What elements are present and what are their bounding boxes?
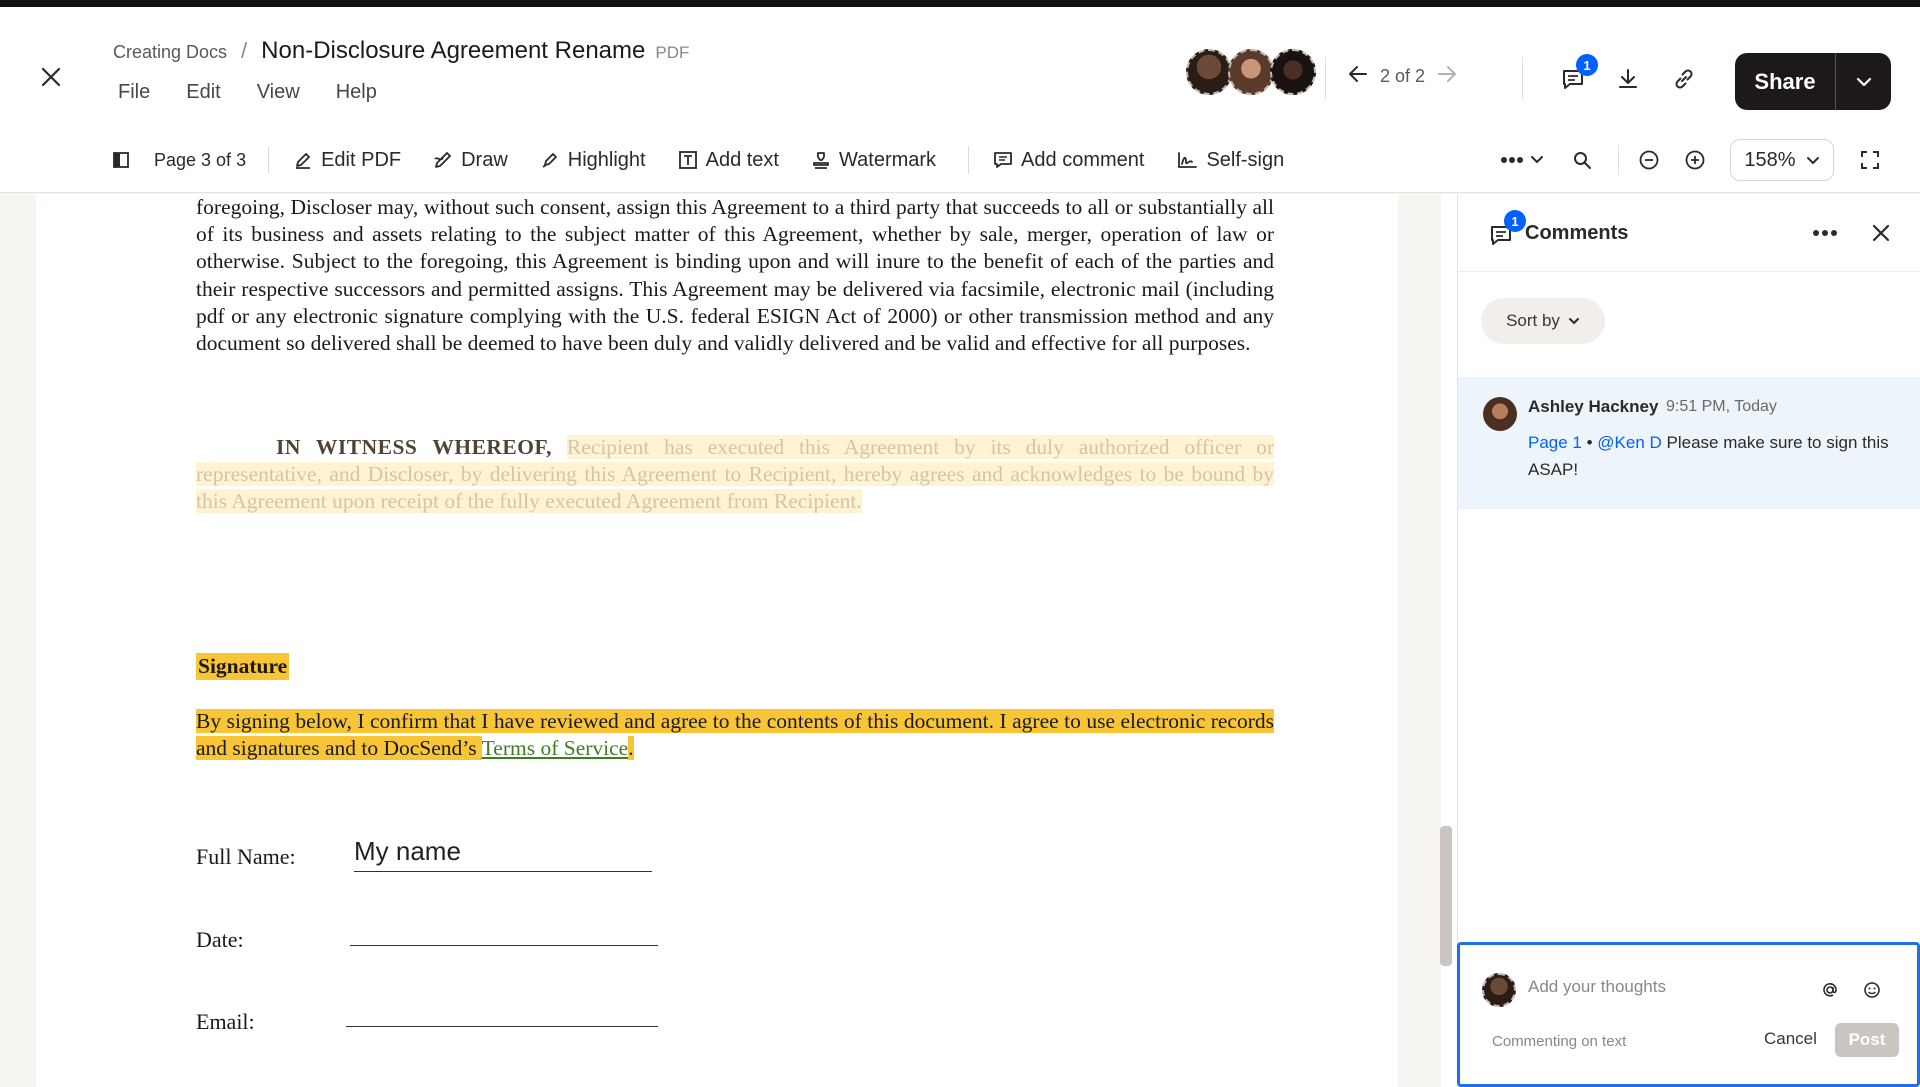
share-button-group [1735,53,1891,110]
comment-timestamp: 9:51 PM, Today [1666,398,1777,415]
full-name-label: Full Name: [196,844,296,869]
comment-page-link[interactable]: Page 1 [1528,433,1582,452]
close-comments-button[interactable] [1864,216,1898,250]
divider [1325,57,1326,99]
comment-bullet: • [1581,433,1598,452]
comment-count-badge: 1 [1576,54,1598,76]
full-name-field-line[interactable] [354,871,652,872]
search-icon [1572,150,1592,170]
highlighter-icon [540,150,560,170]
highlighted-text[interactable]: By signing below, I confirm that I have reviewed and agree to the contents of this document. I agree to use electronic records and signatures and to DocSend’s [196,709,1274,761]
app-header [0,7,1920,193]
comment-mention[interactable]: @Ken D [1597,433,1662,452]
breadcrumb-parent[interactable]: Creating Docs [113,42,228,62]
text-box-icon [678,150,698,170]
document-title[interactable]: Non-Disclosure Agreement Rename [261,37,646,64]
collaborator-avatars [1186,49,1312,95]
zoom-in-button[interactable] [1678,143,1712,177]
download-icon [1616,67,1640,91]
more-tools-button[interactable] [1498,143,1550,177]
sort-by-label: Sort by [1506,311,1560,330]
chevron-down-icon [1568,317,1580,325]
draw-button[interactable] [433,149,508,172]
breadcrumb-separator: / [241,38,248,63]
terms-period: . [628,736,634,761]
avatar [1483,397,1517,431]
avatar[interactable] [1270,49,1316,95]
fullscreen-button[interactable] [1853,143,1887,177]
watermark-button[interactable] [811,149,936,172]
watermark-label: Watermark [839,148,937,171]
highlight-label: Highlight [567,148,646,171]
highlight-button[interactable] [540,149,646,172]
zoom-out-button[interactable] [1632,143,1666,177]
link-icon [1672,67,1696,91]
document-type-label: PDF [655,43,690,62]
zoom-out-icon [1638,149,1660,171]
signature-heading: Signature [198,654,288,678]
emoji-icon [1863,981,1881,999]
email-label: Email: [196,1009,255,1034]
commenting-context: Commenting on text [1492,1033,1627,1050]
divider [968,146,969,174]
chevron-down-icon [1806,156,1820,165]
add-text-label: Add text [705,148,779,171]
terms-of-service-link[interactable]: Terms of Service [481,736,629,761]
more-dots-icon [1812,229,1838,237]
comments-title: Comments [1525,222,1629,244]
witness-lead-text: IN WITNESS WHEREOF, [276,435,553,459]
comment-input[interactable] [1528,977,1808,997]
pdf-page[interactable] [36,194,1398,1087]
menu-edit[interactable]: Edit [186,81,221,103]
breadcrumb [113,37,689,65]
draw-label: Draw [461,148,508,171]
avatar[interactable] [1228,49,1274,95]
menu-file[interactable]: File [118,81,151,103]
avatar[interactable] [1186,49,1232,95]
editing-toolbar [112,143,1316,177]
comments-panel-header [1458,194,1920,272]
date-field-line[interactable] [350,945,658,946]
sidebar-panel-icon [112,151,130,169]
signature-icon [1176,150,1198,170]
comments-more-button[interactable] [1808,216,1842,250]
close-button[interactable] [36,62,66,92]
edit-pdf-button[interactable] [293,149,401,172]
sidebar-toggle-button[interactable] [112,150,246,171]
post-button[interactable]: Post [1835,1023,1899,1057]
signature-paragraph [196,708,1274,762]
comment-author: Ashley Hackney [1528,397,1659,416]
more-dots-icon [1500,153,1548,167]
witness-paragraph[interactable] [196,434,1274,516]
close-icon [40,66,62,88]
top-strip [0,0,1920,7]
emoji-button[interactable] [1855,973,1889,1007]
zoom-in-icon [1684,149,1706,171]
comments-toggle-button[interactable] [1556,57,1591,96]
previous-button[interactable] [1348,65,1368,88]
comment-item[interactable] [1458,377,1920,509]
self-sign-label: Self-sign [1206,148,1285,171]
document-paragraph[interactable]: foregoing, Discloser may, without such consent, assign this Agreement to a third party that succeeds to all or substantially all of its business and assets relating to the subject matter of this Agreement, whether by sale, merger, operation of law or otherwise. Subject to the foregoing, this Agreement is binding upon and will inure to the benefit of each of the parties and their respective successors and permitted assigns. This Agreement may be delivered via facsimile, electronic mail (including pdf or any electronic signature complying with the U.S. federal ESIGN Act of 2000) or other transmission method and any document so delivered shall be deemed to have been duly and validly delivered and be valid and effective for all purposes. [196,195,1274,356]
date-label: Date: [196,927,244,952]
comment-composer [1457,942,1920,1087]
divider [1522,57,1523,99]
stamp-icon [811,150,831,170]
comments-header-icon-wrap [1484,213,1519,252]
menu-help[interactable]: Help [335,81,377,103]
menu-bar [118,81,377,104]
email-field-line[interactable] [346,1026,658,1027]
copy-link-button[interactable] [1667,62,1701,96]
add-text-button[interactable] [678,149,779,172]
document-viewer[interactable] [0,194,1457,1087]
full-name-value[interactable]: My name [354,836,461,866]
scrollbar-thumb[interactable] [1440,826,1452,966]
close-icon [1871,223,1891,243]
share-options-button[interactable] [1835,53,1891,110]
arrow-right-icon [1437,65,1457,83]
mention-button[interactable] [1813,973,1847,1007]
comment-text: Please make sure to sign this ASAP! [1528,433,1889,479]
share-button[interactable]: Share [1754,68,1816,94]
download-button[interactable] [1611,62,1645,96]
cancel-button[interactable]: Cancel [1764,1029,1817,1048]
chevron-down-icon [1856,77,1872,87]
edit-pdf-label: Edit PDF [321,148,402,171]
highlighted-text[interactable]: Recipient has executed this Agreement by its duly authorized officer or representative, and Discloser, by delivering this Agreement to Recipient, hereby agrees and acknowledges to be bound by this Agreement upon receipt of the fully executed Agreement from Recipient. [196,435,1274,514]
draw-icon [433,150,453,170]
page-indicator: Page 3 of 3 [154,149,247,170]
menu-view[interactable]: View [256,81,300,103]
comment-icon [993,150,1013,170]
search-button[interactable] [1565,143,1599,177]
comment-body [1528,429,1898,483]
pager-text: 2 of 2 [1380,66,1426,86]
zoom-value: 158% [1744,148,1796,171]
add-comment-button[interactable] [993,149,1144,172]
avatar [1482,973,1516,1007]
arrow-left-icon [1348,65,1368,83]
pencil-icon [293,150,313,170]
at-sign-icon [1821,981,1839,999]
comment-count-badge: 1 [1504,210,1526,232]
divider [268,146,269,174]
zoom-select[interactable] [1730,139,1834,181]
fullscreen-icon [1860,150,1880,170]
sort-by-button[interactable] [1481,298,1605,344]
self-sign-button[interactable] [1176,149,1284,172]
version-pager [1348,65,1457,88]
add-comment-label: Add comment [1021,148,1145,171]
divider [1618,145,1619,175]
next-button[interactable] [1437,65,1457,88]
